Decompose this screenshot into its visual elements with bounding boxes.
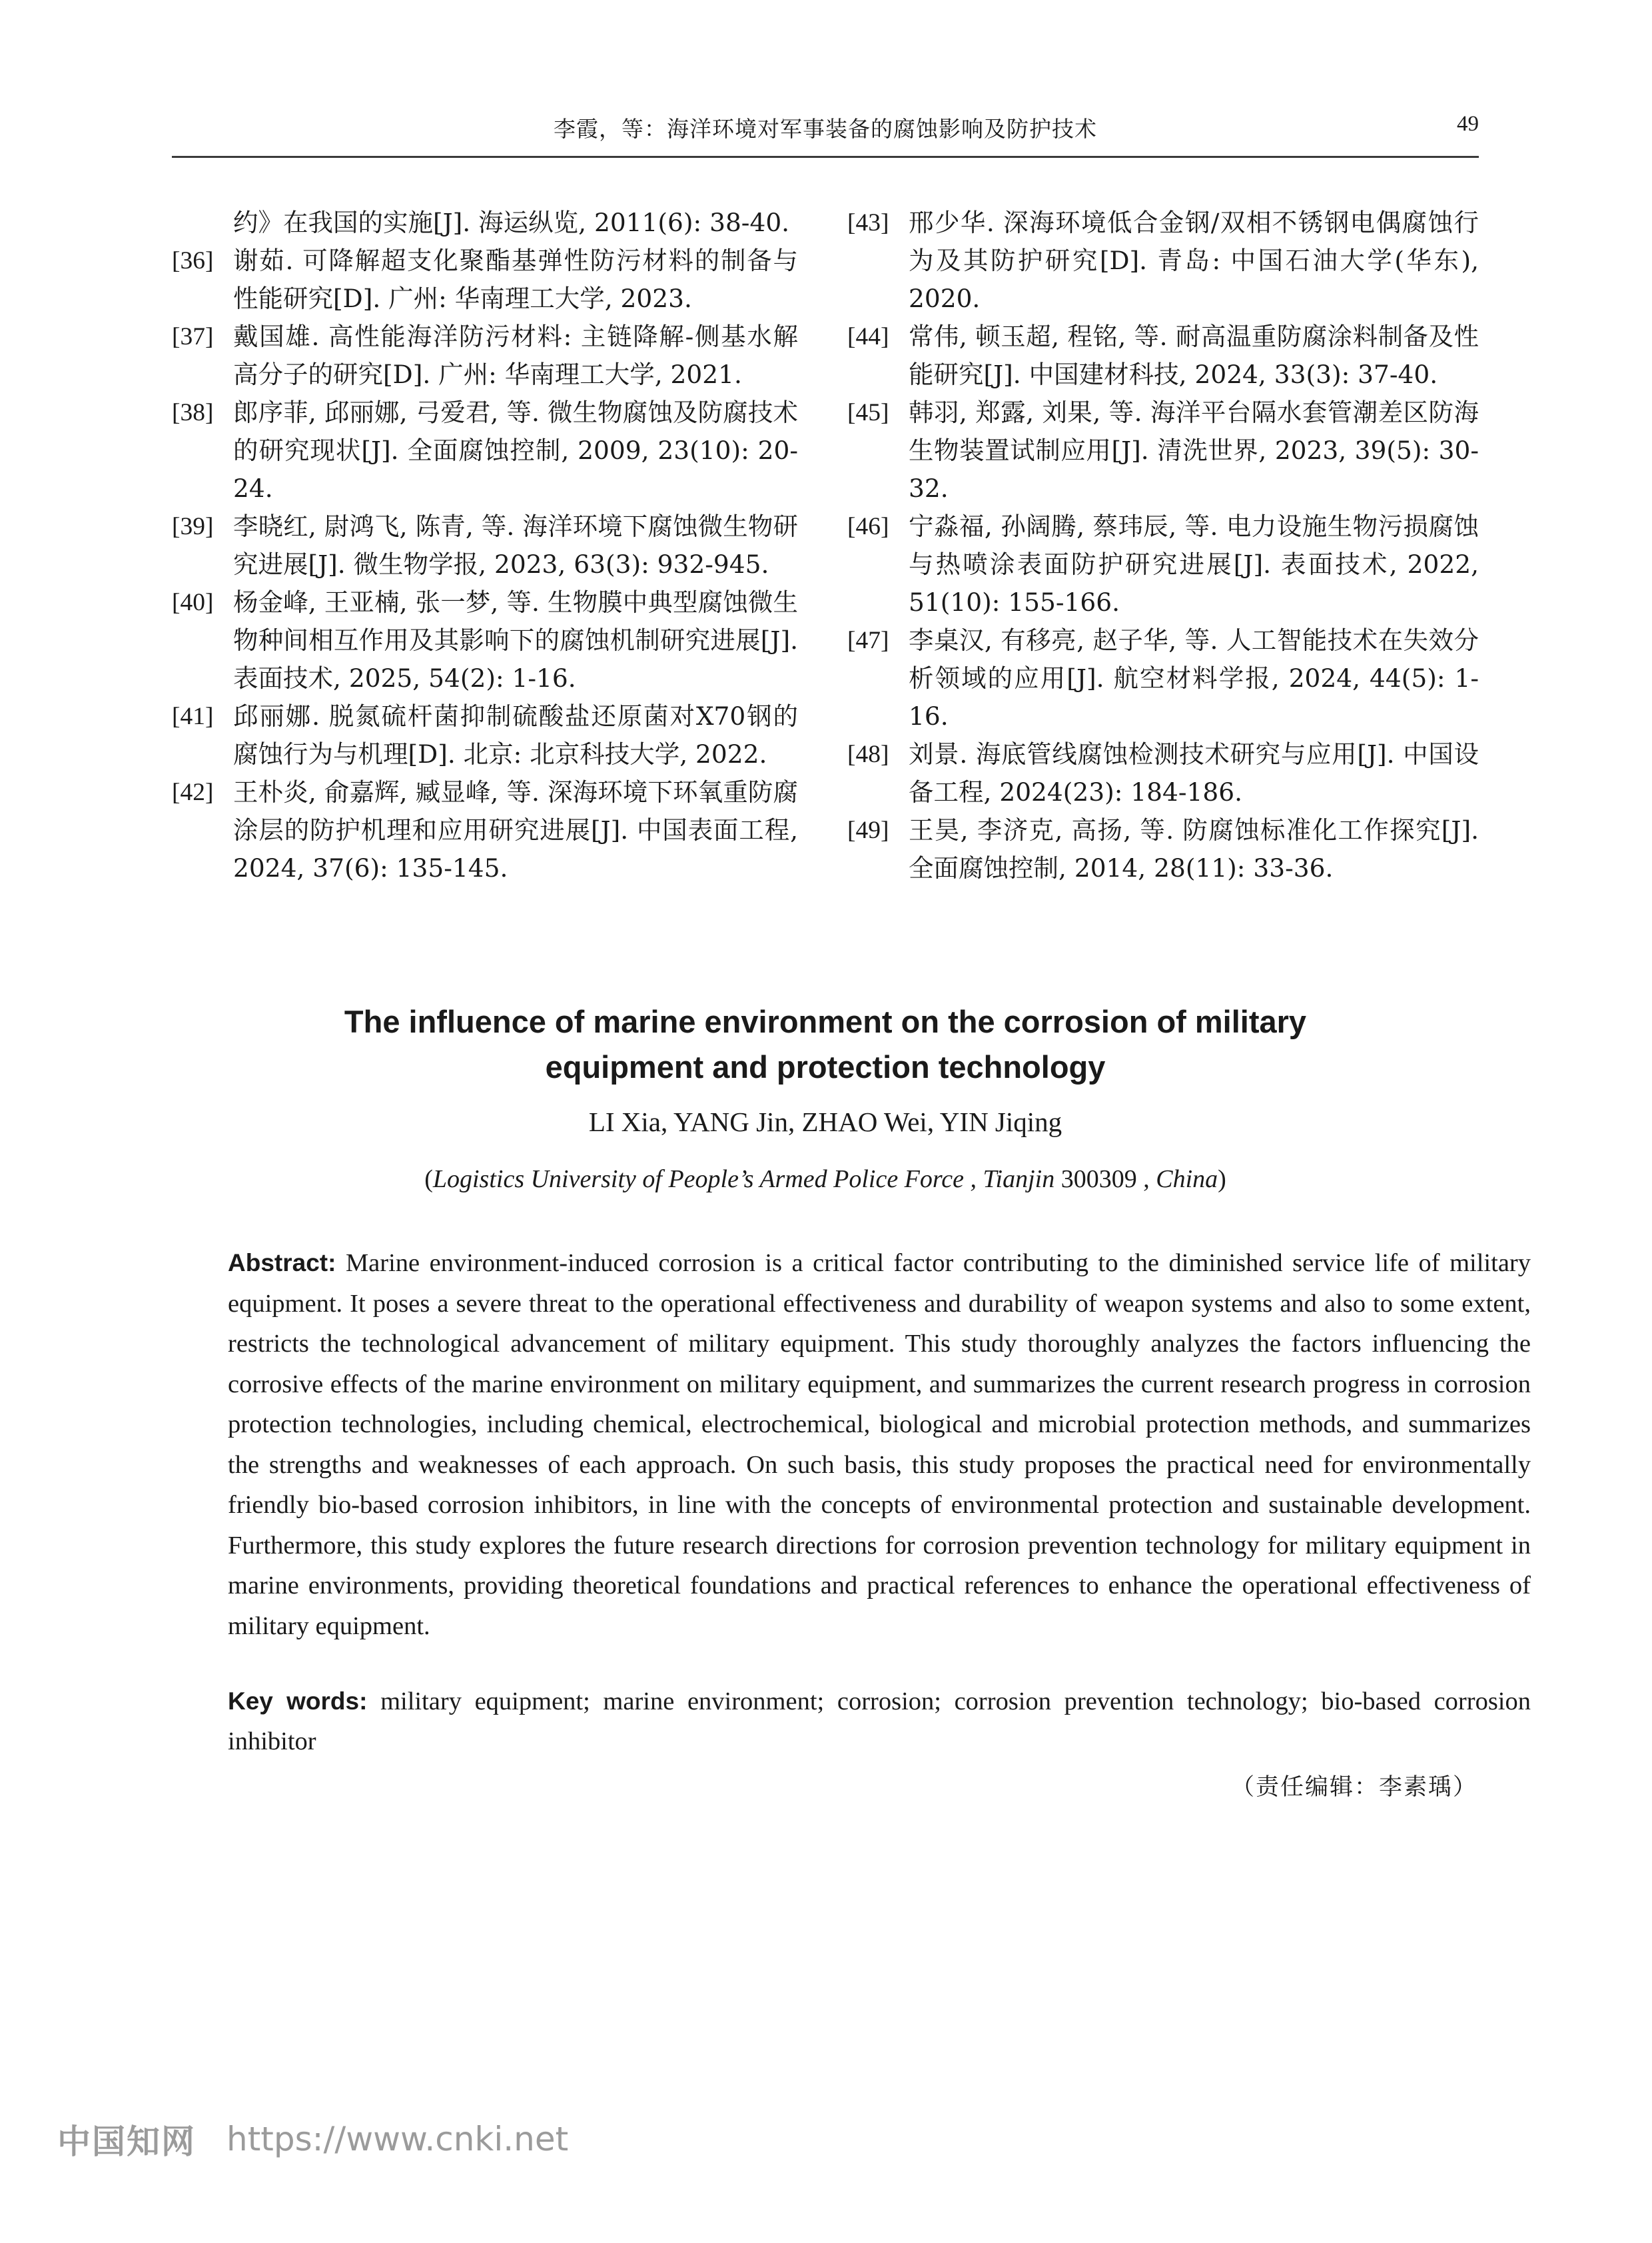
reference-item <box>847 622 1479 735</box>
cnki-watermark <box>57 2115 568 2163</box>
reference-text: 杨金峰, 王亚楠, 张一梦, 等. 生物膜中典型腐蚀微生物种间相互作用及其影响下的腐蚀机制研究进展[J]. 表面技术, 2025, 54(2): 1-16. <box>233 588 798 693</box>
reference-item <box>172 318 798 394</box>
article-title-line-1: The influence of marine environment on the corrosion of military <box>344 1004 1307 1039</box>
reference-text: 李晓红, 尉鸿飞, 陈青, 等. 海洋环境下腐蚀微生物研究进展[J]. 微生物学报, 2023, 63(3): 932-945. <box>233 512 798 579</box>
reference-item <box>172 394 798 508</box>
reference-item <box>172 242 798 318</box>
running-title: 李霞，等：海洋环境对军事装备的腐蚀影响及防护技术 <box>554 116 1097 142</box>
reference-list-right <box>847 204 1479 887</box>
cnki-logo: 中国知网 <box>57 2122 196 2161</box>
reference-text: 戴国雄. 高性能海洋防污材料: 主链降解-侧基水解高分子的研究[D]. 广州: 华南理工大学, 2021. <box>233 322 798 389</box>
reference-number: [37] <box>172 323 214 350</box>
reference-item <box>172 584 798 697</box>
reference-text: 王朴炎, 俞嘉辉, 臧显峰, 等. 深海环境下环氧重防腐涂层的防护机理和应用研究进展[J]. 中国表面工程, 2024, 37(6): 135-145. <box>233 777 798 883</box>
reference-list-left <box>172 204 798 887</box>
reference-item <box>172 204 798 242</box>
article-title <box>172 999 1479 1090</box>
reference-number: [38] <box>172 399 214 426</box>
reference-text: 邢少华. 深海环境低合金钢/双相不锈钢电偶腐蚀行为及其防护研究[D]. 青岛: 中国石油大学(华东), 2020. <box>909 208 1479 313</box>
reference-number: [36] <box>172 247 214 274</box>
reference-text: 宁淼福, 孙阔腾, 蔡玮辰, 等. 电力设施生物污损腐蚀与热喷涂表面防护研究进展[J]. 表面技术, 2022, 51(10): 155-166. <box>909 512 1479 617</box>
reference-number: [48] <box>847 741 889 768</box>
article-title-line-2: equipment and protection technology <box>545 1049 1106 1085</box>
reference-text: 常伟, 顿玉超, 程铭, 等. 耐高温重防腐涂料制备及性能研究[J]. 中国建材科技, 2024, 33(3): 37-40. <box>909 322 1479 389</box>
reference-number: [40] <box>172 589 214 616</box>
abstract-label: Abstract: <box>228 1249 336 1276</box>
reference-number: [43] <box>847 209 889 236</box>
reference-item <box>847 394 1479 508</box>
reference-item <box>172 697 798 773</box>
reference-number: [41] <box>172 703 214 730</box>
affiliation <box>172 1164 1479 1194</box>
reference-number: [47] <box>847 627 889 654</box>
reference-number: [45] <box>847 399 889 426</box>
abstract <box>176 1243 1531 1646</box>
affiliation-country: China <box>1156 1165 1218 1193</box>
cnki-url: https://www.cnki.net <box>226 2120 569 2158</box>
reference-number: [49] <box>847 817 889 844</box>
affiliation-close: ) <box>1218 1165 1226 1193</box>
page-number: 49 <box>1457 112 1479 136</box>
reference-text: 约》在我国的实施[J]. 海运纵览, 2011(6): 38-40. <box>233 208 790 237</box>
reference-text: 韩羽, 郑露, 刘果, 等. 海洋平台隔水套管潮差区防海生物装置试制应用[J]. 清洗世界, 2023, 39(5): 30-32. <box>909 398 1479 503</box>
reference-item <box>847 508 1479 622</box>
reference-item <box>847 204 1479 318</box>
reference-item <box>172 773 798 887</box>
reference-item <box>172 508 798 584</box>
reference-text: 邱丽娜. 脱氮硫杆菌抑制硫酸盐还原菌对X70钢的腐蚀行为与机理[D]. 北京: 北京科技大学, 2022. <box>233 701 798 769</box>
reference-text: 李桌汉, 有移亮, 赵子华, 等. 人工智能技术在失效分析领域的应用[J]. 航空材料学报, 2024, 44(5): 1-16. <box>909 626 1479 731</box>
editor-note: （责任编辑：李素瑀） <box>1230 1774 1477 1801</box>
header-rule <box>172 156 1479 158</box>
affiliation-postcode: 300309 , <box>1054 1165 1156 1193</box>
author-list: LI Xia, YANG Jin, ZHAO Wei, YIN Jiqing <box>588 1107 1062 1137</box>
reference-item <box>847 735 1479 811</box>
running-header <box>172 105 1479 152</box>
affiliation-open: ( <box>424 1165 433 1193</box>
reference-number: [39] <box>172 513 214 540</box>
reference-text: 郎序菲, 邱丽娜, 弓爱君, 等. 微生物腐蚀及防腐技术的研究现状[J]. 全面腐蚀控制, 2009, 23(10): 20-24. <box>233 398 798 503</box>
reference-text: 王昊, 李济克, 高扬, 等. 防腐蚀标准化工作探究[J]. 全面腐蚀控制, 2014, 28(11): 33-36. <box>909 815 1479 883</box>
affiliation-institution: Logistics University of People’s Armed Police Force , Tianjin <box>432 1165 1055 1193</box>
keywords-label: Key words: <box>228 1687 368 1715</box>
reference-text: 谢茹. 可降解超支化聚酯基弹性防污材料的制备与性能研究[D]. 广州: 华南理工大学, 2023. <box>233 246 798 313</box>
keywords-text: military equipment; marine environment; corrosion; corrosion prevention technology; bio-based corrosion inhibitor <box>228 1687 1531 1755</box>
reference-number: [42] <box>172 779 214 806</box>
reference-text: 刘景. 海底管线腐蚀检测技术研究与应用[J]. 中国设备工程, 2024(23): 184-186. <box>909 739 1479 807</box>
reference-number: [44] <box>847 323 889 350</box>
keywords <box>176 1681 1531 1761</box>
abstract-text: Marine environment-induced corrosion is a critical factor contributing to the diminished service life of military equipment. It poses a severe threat to the operational effectiveness and durability of weapon systems and also to some extent, restricts the technological advancement of military equipment. This study thoroughly analyzes the factors influencing the corrosive effects of the marine environment on military equipment, and summarizes the current research progress in corrosion protection technologies, including chemical, electrochemical, biological and microbial protection methods, and summarizes the strengths and weaknesses of each approach. On such basis, this study proposes the practical need for environmentally friendly bio-based corrosion inhibitors, in line with the concepts of environmental protection and sustainable development. Furthermore, this study explores the future research directions for corrosion prevention technology for military equipment in marine environments, providing theoretical foundations and practical references to enhance the operational effectiveness of military equipment. <box>228 1249 1531 1640</box>
reference-item <box>847 318 1479 394</box>
reference-item <box>847 811 1479 887</box>
reference-number: [46] <box>847 513 889 540</box>
